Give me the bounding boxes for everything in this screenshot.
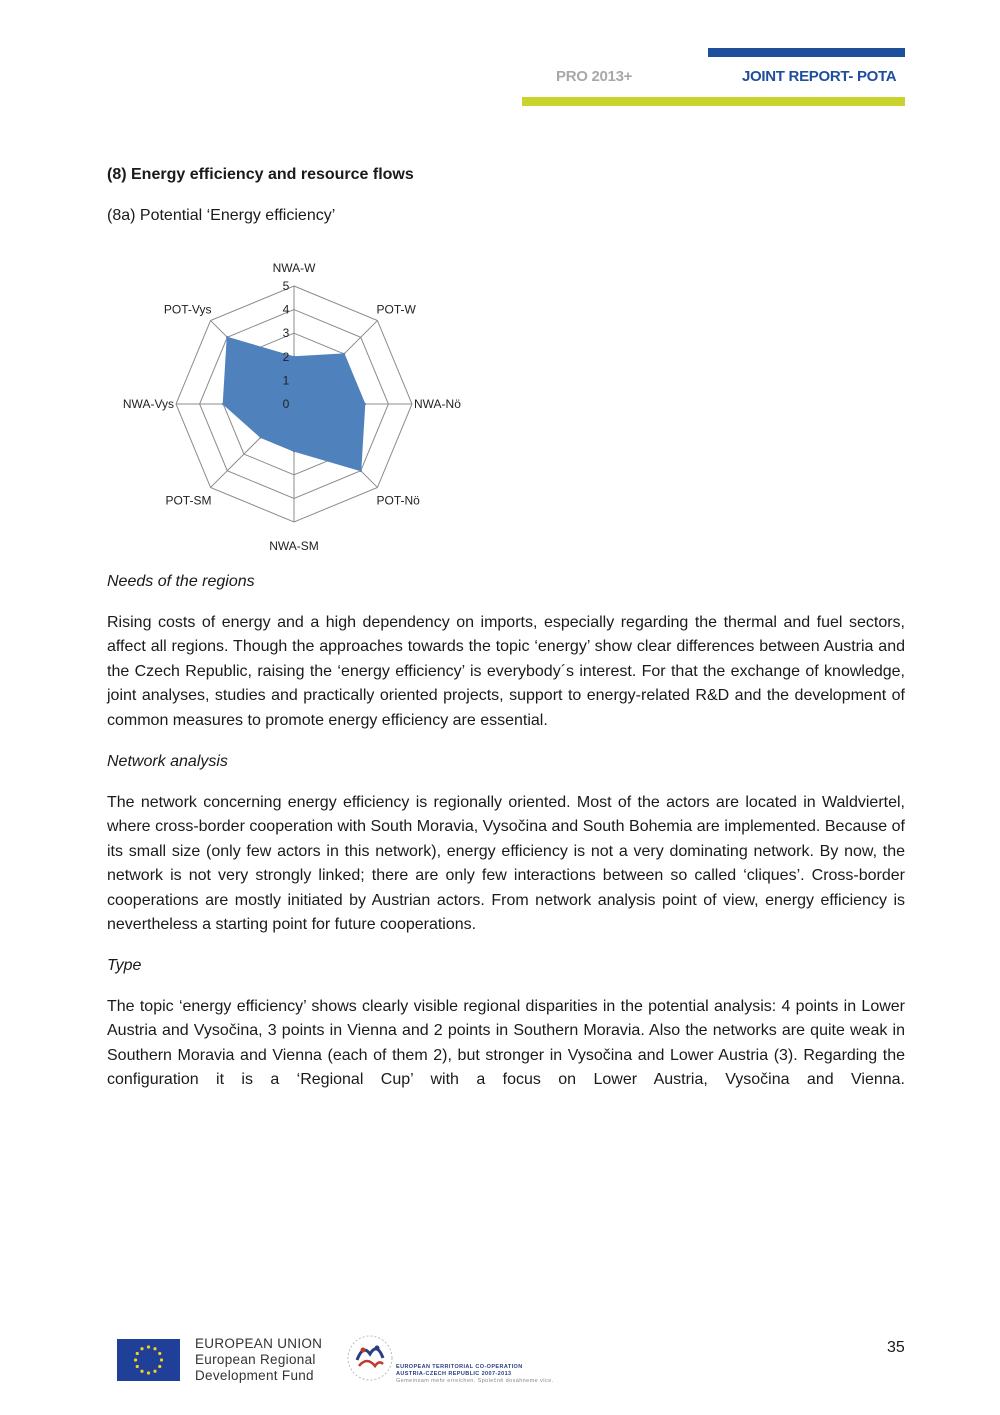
category-label-POT-Vys: POT-Vys [163, 302, 212, 317]
eu-star-icon [136, 1352, 139, 1355]
data-point-POT-Vys [226, 336, 228, 338]
type-heading: Type [107, 957, 142, 974]
coop-line-1: EUROPEAN TERRITORIAL CO-OPERATION [396, 1364, 523, 1370]
radar-chart [100, 255, 490, 555]
eu-line-2: European Regional [195, 1352, 316, 1367]
coop-line-3: Gemeinsam mehr erreichen. Společně dosáhneme více. [396, 1378, 554, 1384]
category-label-POT-W: POT-W [376, 302, 416, 317]
tick-label: 0 [282, 397, 290, 411]
type-paragraph: The topic ‘energy efficiency’ shows clearly visible regional disparities in the potential analysis: 4 points in Lower Austria and Vysočina, 3 points in Vienna and 2 points in Southern Moravia. Also the networks are quite weak in Southern Moravia and Vienna (each of them 2), but stronger in Vysočina and Lower Austria (3). Regarding the configuration it is a ‘Regional Cup’ with a focus on Lower Austria, Vysočina and Vienna. [107, 998, 905, 1089]
category-label-NWA-SM: NWA-SM [269, 539, 319, 553]
network-heading: Network analysis [107, 753, 228, 770]
header-blue-bar [708, 48, 905, 57]
header-green-bar [522, 97, 905, 106]
eu-star-icon [147, 1371, 150, 1374]
data-point-NWA-W [293, 356, 295, 358]
section-subtitle: (8a) Potential ‘Energy efficiency’ [107, 207, 336, 224]
tick-label: 4 [282, 302, 290, 317]
category-label-NWA-Nö: NWA-Nö [414, 397, 461, 411]
eu-star-icon [147, 1345, 150, 1348]
category-label-NWA-Vys: NWA-Vys [122, 397, 174, 411]
category-label-NWA-W: NWA-W [272, 261, 316, 275]
eu-star-icon [158, 1365, 161, 1368]
eu-star-icon [134, 1358, 137, 1361]
eu-star-icon [153, 1370, 156, 1373]
eu-star-icon [158, 1352, 161, 1355]
data-point-POT-SM [259, 436, 261, 438]
eu-star-icon [140, 1370, 143, 1373]
eu-line-1: EUROPEAN UNION [195, 1336, 323, 1351]
data-point-POT-W [343, 353, 345, 355]
data-point-POT-Nö [360, 470, 362, 472]
data-point-NWA-Vys [222, 403, 224, 405]
tick-label: 2 [282, 349, 290, 364]
eu-star-icon [136, 1365, 139, 1368]
eu-line-3: Development Fund [195, 1368, 314, 1383]
eu-flag-logo [117, 1339, 180, 1381]
network-paragraph: The network concerning energy efficiency is regionally oriented. Most of the actors are located in Waldviertel, where cross-border cooperation with South Moravia, Vysočina and South Bohemia are implemented. Because of its small size (only few actors in this network), energy efficiency is not a very dominating network. By now, the network is not very strongly linked; there are only few interactions between so called ‘cliques’. Cross-border cooperations are mostly initiated by Austrian actors. From network analysis point of view, energy efficiency is nevertheless a starting point for future cooperations. [107, 794, 905, 934]
category-label-POT-Nö: POT-Nö [376, 493, 420, 508]
header-report-label: JOINT REPORT- POTA [742, 68, 897, 85]
cooperation-label [396, 1364, 554, 1385]
category-label-POT-SM: POT-SM [165, 493, 212, 508]
eu-star-icon [140, 1347, 143, 1350]
section-title: (8) Energy efficiency and resource flows [107, 166, 414, 183]
eu-star-icon [153, 1347, 156, 1350]
page-number: 35 [887, 1339, 905, 1356]
eu-star-icon [160, 1358, 163, 1361]
cooperation-logo [345, 1330, 395, 1390]
data-point-NWA-Nö [364, 403, 366, 405]
tick-label: 3 [282, 326, 290, 341]
needs-heading: Needs of the regions [107, 573, 255, 590]
tick-label: 5 [282, 279, 290, 293]
eu-fund-label [195, 1336, 322, 1384]
coop-line-2: AUSTRIA-CZECH REPUBLIC 2007-2013 [396, 1371, 512, 1377]
header-pro-label: PRO 2013+ [556, 68, 633, 85]
needs-paragraph: Rising costs of energy and a high dependency on imports, especially regarding the thermal and fuel sectors, affect all regions. Though the approaches towards the topic ‘energy’ show clear differences between Austria and the Czech Republic, raising the ‘energy efficiency’ is everybody´s interest. For that the exchange of knowledge, joint analyses, studies and practically oriented projects, support to energy-related R&D and the development of common measures to promote energy efficiency are essential. [107, 614, 905, 729]
data-point-NWA-SM [293, 450, 295, 452]
tick-label: 1 [282, 373, 290, 388]
